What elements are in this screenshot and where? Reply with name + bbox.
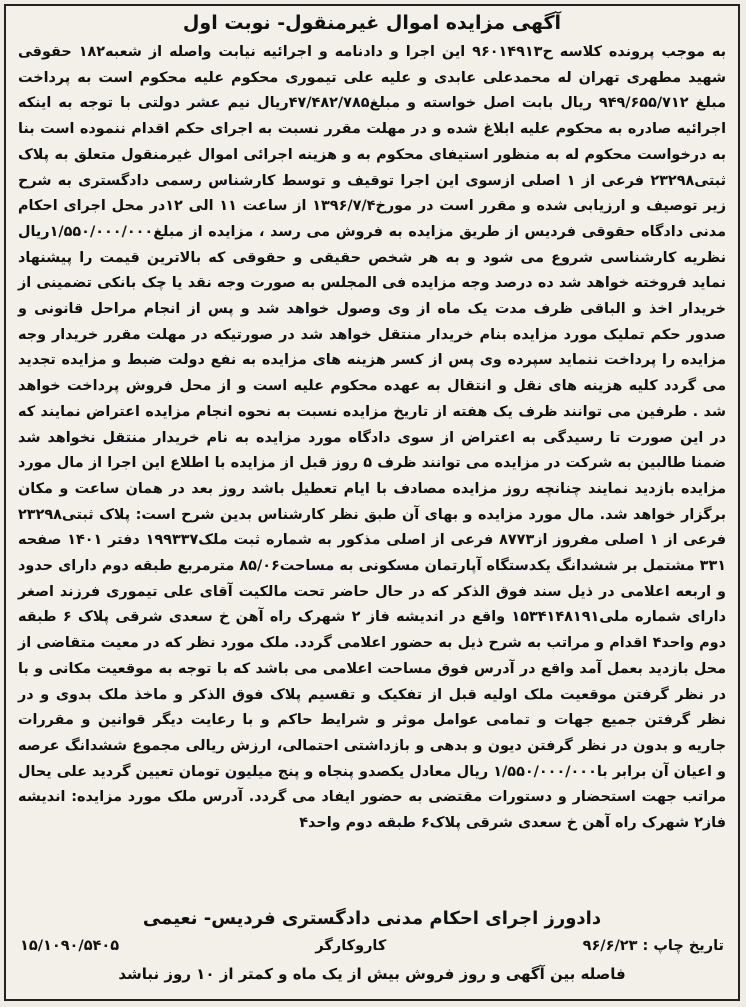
- notice-body: [18, 40, 726, 837]
- notice-signature: دادورز اجرای احکام مدنی دادگستری فردیس- نعیمی: [142, 908, 602, 929]
- print-date: تاریخ چاپ : ۹۶/۶/۲۳: [582, 938, 724, 954]
- notice-title: آگهی مزایده اموال غیرمنقول- نوبت اول: [182, 12, 562, 34]
- notice-meta-row: [20, 934, 724, 958]
- notice-body-text: به موجب پرونده کلاسه ح۹۶۰۱۴۹۱۳ این اجرا و دادنامه و اجرائیه نیابت واصله از شعبه۱۸۲ حقوقی شهید مطهری تهران له محمدعلی عابدی و علیه علی تیموری محکوم علیه محکوم است به پرداخت مبلغ ۹۴۹/۶۵۵/۷۱۲ ریال بابت اصل خواسته و مبلغ۴۷/۴۸۲/۷۸۵ریال نیم عشر دولتی با توجه به اینکه اجرائیه صادره به محکوم علیه ابلاغ شده و در مهلت مقرر نسبت به اجرای حکم اقدام ننموده است بنا به درخواست محکوم له به منظور استیفای محکوم به و هزینه اجرائی اموال غیرمنقول متعلق به پلاک ثبتی۲۳۲۹۸ فرعی از ۱ اصلی ازسوی این اجرا توقیف و توسط کارشناس رسمی دادگستری به شرح زیر توصیف و ارزیابی شده و مقرر است در مورخ۱۳۹۶/۷/۴ از ساعت ۱۱ الی ۱۲در محل اجرای احکام مدنی دادگاه حقوقی فردیس از طریق مزایده به فروش می رسد ، مزایده از مبلغ۱/۵۵۰/۰۰۰/۰۰۰ریال نظریه کارشناسی شروع می شود و به هر شخص حقیقی و حقوقی که بالاترین قیمت را پیشنهاد نماید فروخته خواهد شد ده درصد وجه مزایده فی المجلس به صورت وجه نقد یا چک بانکی تضمینی از خریدار اخذ و الباقی ظرف مدت یک ماه از وی وصول خواهد شد و پس از انجام مراحل قانونی و صدور حکم تملیک مورد مزایده بنام خریدار منتقل خواهد شد در صورتیکه در مهلت مقرر خریدار وجه مزایده را پرداخت ننماید سپرده وی پس از کسر هزینه های مزایده به نفع دولت ضبط و مزایده تجدید می گردد کلیه هزینه های نقل و انتقال به عهده محکوم علیه است و از محل فروش پرداخت خواهد شد . طرفین می توانند ظرف یک هفته از تاریخ مزایده نسبت به نحوه انجام مزایده اعتراض نمایند که در این صورت تا رسیدگی به اعتراض از سوی دادگاه مورد مزایده به نام خریدار منتقل نخواهد شد ضمنا طالبین به شرکت در مزایده می توانند ظرف ۵ روز قبل از مزایده با اطلاع این اجرا از مال مورد مزایده بازدید نمایند چنانچه روز مزایده مصادف با ایام تعطیل باشد روز بعد در همان ساعت و مکان برگزار خواهد شد. مال مورد مزایده و بهای آن طبق نظر کارشناس بدین شرح است: پلاک ثبتی۲۳۲۹۸ فرعی از ۱ اصلی مفروز از۸۷۷۳ فرعی از اصلی مذکور به شماره ثبت ملک۱۹۹۳۳۷ دفتر ۱۴۰۱ صفحه ۳۳۱ مشتمل بر ششدانگ یکدستگاه آپارتمان مسکونی به مساحت۸۵/۰۶ مترمربع طبقه دوم دارای حدود و اربعه اعلامی در ذیل سند فوق الذکر که در حال حاضر تحت مالکیت آقای علی تیموری فرزند اصغر دارای شماره ملی۱۵۳۴۱۴۸۱۹۱ واقع در اندیشه فاز ۲ شهرک راه آهن خ سعدی شرقی پلاک ۶ طبقه دوم واحد۴ اقدام و مراتب به شرح ذیل به حضور اعلامی گردد. ملک مورد نظر که در معیت متقاضی از محل بازدید بعمل آمد واقع در آدرس فوق مساحت اعلامی می باشد که با توجه به موقعیت مکانی و با در نظر گرفتن موقعیت ملک اولیه قبل از تفکیک و تقسیم پلاک فوق الذکر و ماخذ ملک بدوی و در نظر گرفتن جمیع جهات و تمامی عوامل موثر و شرایط حاکم و با رعایت دیگر قوانین و مقررات جاریه و بدون در نظر گرفتن دیون و بدهی و بازداشتی احتمالی، ارزش ریالی مجموع ششدانگ عرصه و اعیان آن برابر با۱/۵۵۰/۰۰۰/۰۰۰ ریال معادل یکصدو پنجاه و پنج میلیون تومان تعیین گردید علی یحال مراتب جهت استحضار و دستورات مقتضی به حضور ایفاد می گردد. آدرس ملک مورد مزایده: اندیشه فاز۲ شهرک راه آهن خ سعدی شرقی پلاک۶ طبقه دوم واحد۴: [18, 44, 727, 832]
- notice-footer: فاصله بین آگهی و روز فروش بیش از یک ماه و کمتر از ۱۰ روز نباشد: [118, 965, 626, 983]
- publisher-name: کاروکارگر: [315, 938, 387, 954]
- reference-number: ۱۵/۱۰۹۰/۵۴۰۵: [20, 938, 120, 954]
- notice-frame: [4, 4, 740, 1001]
